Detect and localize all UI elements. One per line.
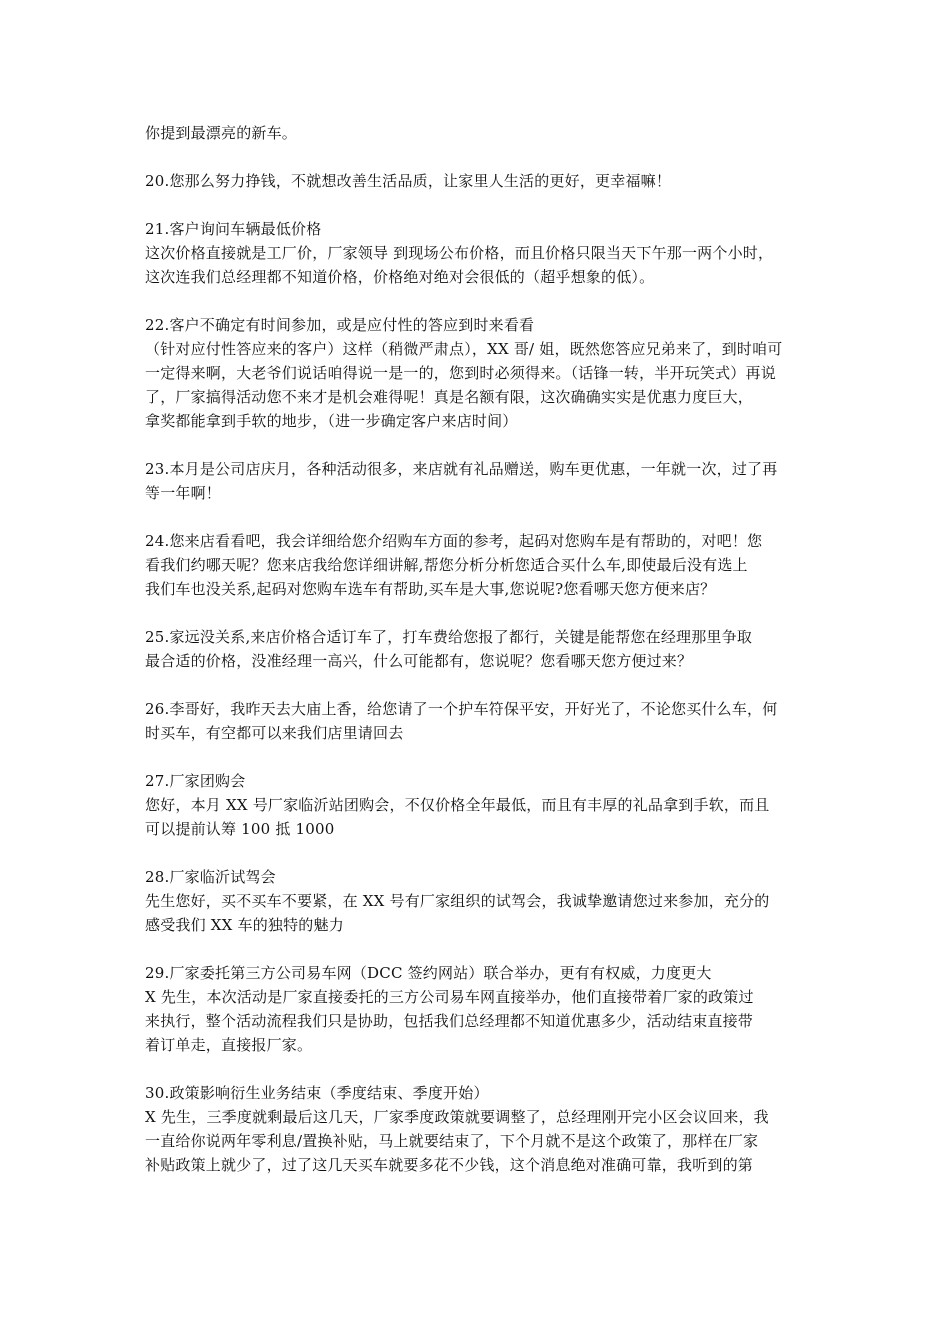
paragraph-gap [145,1057,810,1081]
text-line: 等一年啊！ [145,484,222,502]
text-line: 23.本月是公司店庆月，各种活动很多，来店就有礼品赠送，购车更优惠，一年就一次，过了再 [145,460,778,478]
item-20 [145,169,810,193]
text-line: 来执行，整个活动流程我们只是协助，包括我们总经理都不知道优惠多少，活动结束直接带 [145,1012,754,1030]
item-26 [145,697,810,745]
text-line: （针对应付性答应来的客户）这样（稍微严肃点），XX 哥/ 姐，既然您答应兄弟来了，到时咱可 [145,340,783,358]
item-21 [145,217,810,289]
text-line: 补贴政策上就少了，过了这几天买车就要多花不少钱，这个消息绝对准确可靠，我听到的第 [145,1156,754,1174]
paragraph-gap [145,289,810,313]
item-heading: 27.厂家团购会 [145,772,246,790]
text-line: 最合适的价格，没准经理一高兴，什么可能都有，您说呢？您看哪天您方便过来？ [145,652,693,670]
text-line: 您好，本月 XX 号厂家临沂站团购会，不仅价格全年最低，而且有丰厚的礼品拿到手软，而且 [145,796,770,814]
paragraph-gap [145,193,810,217]
paragraph-gap [145,745,810,769]
text-line: 一定得来啊，大老爷们说话咱得说一是一的，您到时必须得来。（话锋一转，半开玩笑式）再说 [145,364,776,382]
paragraph-gap [145,505,810,529]
item-heading: 29.厂家委托第三方公司易车网（DCC 签约网站）联合举办，更有有权威，力度更大 [145,964,712,982]
text-line: 25.家远没关系,来店价格合适订车了，打车费给您报了都行，关键是能帮您在经理那里争取 [145,628,753,646]
item-23 [145,457,810,505]
paragraph-gap [145,433,810,457]
document-page [145,121,810,1177]
item-heading: 21.客户询问车辆最低价格 [145,220,322,238]
item-heading: 22.客户不确定有时间参加，或是应付性的答应到时来看看 [145,316,535,334]
text-line: X 先生，三季度就剩最后这几天，厂家季度政策就要调整了，总经理刚开完小区会议回来，我 [145,1108,769,1126]
paragraph-gap [145,673,810,697]
paragraph-gap [145,145,810,169]
text-line: 拿奖都能拿到手软的地步，（进一步确定客户来店时间） [145,412,518,430]
text-line: 这次价格直接就是工厂价，厂家领导 到现场公布价格，而且价格只限当天下午那一两个小时， [145,244,774,262]
text-line: 20.您那么努力挣钱，不就想改善生活品质，让家里人生活的更好，更幸福嘛！ [145,172,672,190]
text-line: X 先生，本次活动是厂家直接委托的三方公司易车网直接举办，他们直接带着厂家的政策过 [145,988,754,1006]
text-line: 24.您来店看看吧，我会详细给您介绍购车方面的参考，起码对您购车是有帮助的，对吧！您 [145,532,763,550]
text-line: 感受我们 XX 车的独特的魅力 [145,916,344,934]
text-line: 我们车也没关系,起码对您购车选车有帮助,买车是大事,您说呢?您看哪天您方便来店？ [145,580,716,598]
text-line: 你提到最漂亮的新车。 [145,124,298,142]
item-22 [145,313,810,433]
text-line: 着订单走，直接报厂家。 [145,1036,313,1054]
text-line: 26.李哥好，我昨天去大庙上香，给您请了一个护车符保平安，开好光了，不论您买什么车，何 [145,700,778,718]
paragraph-gap [145,601,810,625]
intro-block [145,121,810,145]
text-line: 一直给你说两年零利息/置换补贴，马上就要结束了，下个月就不是这个政策了，那样在厂家 [145,1132,759,1150]
paragraph-gap [145,937,810,961]
text-line: 了，厂家搞得活动您不来才是机会难得呢！真是名额有限，这次确确实实是优惠力度巨大， [145,388,754,406]
item-29 [145,961,810,1057]
text-line: 时买车，有空都可以来我们店里请回去 [145,724,404,742]
item-30 [145,1081,810,1177]
item-28 [145,865,810,937]
item-heading: 30.政策影响衍生业务结束（季度结束、季度开始） [145,1084,489,1102]
text-line: 这次连我们总经理都不知道价格，价格绝对绝对会很低的（超乎想象的低）。 [145,268,655,286]
text-line: 看我们约哪天呢？您来店我给您详细讲解,帮您分析分析您适合买什么车,即使最后没有选上 [145,556,748,574]
text-line: 可以提前认筹 100 抵 1000 [145,820,335,838]
paragraph-gap [145,841,810,865]
item-24 [145,529,810,601]
item-27 [145,769,810,841]
text-line: 先生您好，买不买车不要紧，在 XX 号有厂家组织的试驾会，我诚挚邀请您过来参加，充分的 [145,892,770,910]
item-25 [145,625,810,673]
item-heading: 28.厂家临沂试驾会 [145,868,276,886]
